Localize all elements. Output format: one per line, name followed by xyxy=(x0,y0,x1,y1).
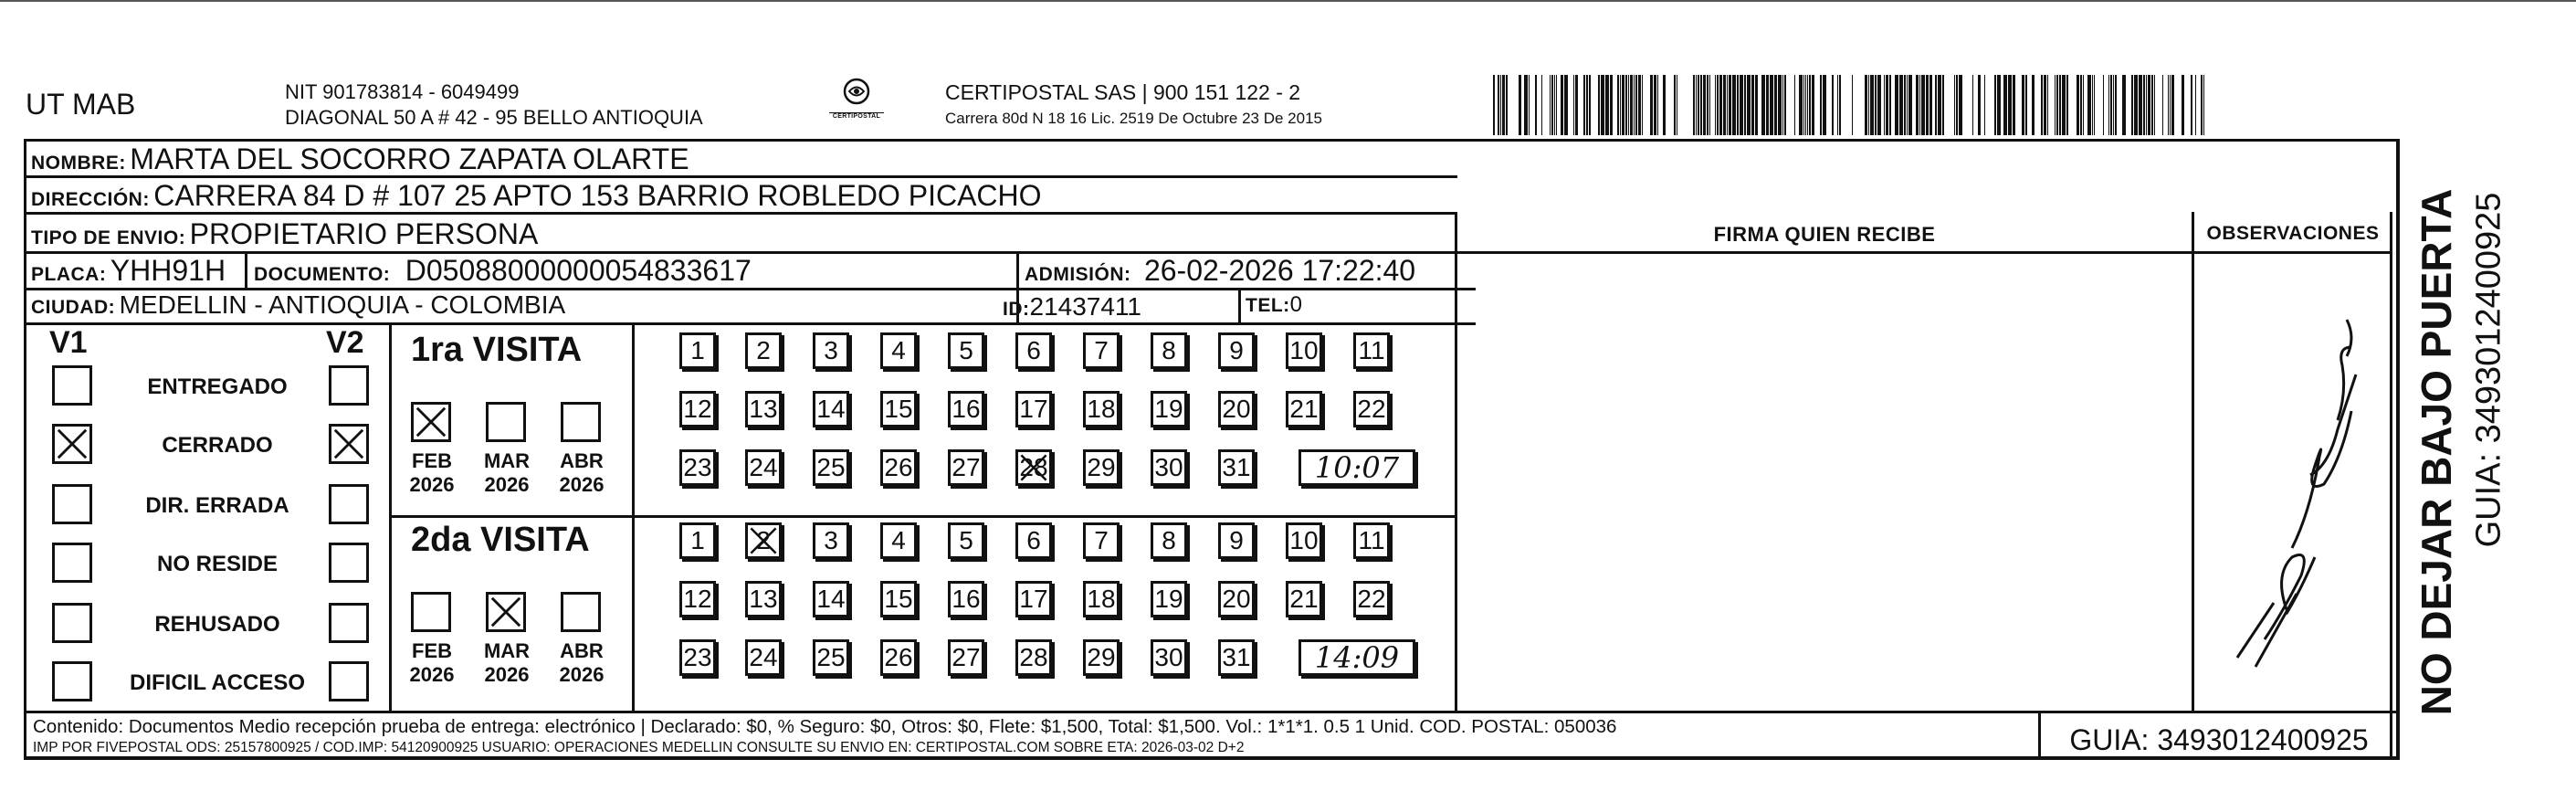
visita1-month-label xyxy=(400,449,464,497)
day-number: 13 xyxy=(749,585,778,613)
month-year: 2026 xyxy=(484,473,530,496)
v1-checkbox[interactable] xyxy=(52,424,92,464)
visita1-day-box[interactable] xyxy=(813,449,849,486)
day-number: 13 xyxy=(749,395,778,423)
visita2-day-box[interactable] xyxy=(1286,522,1322,559)
visita2-day-box[interactable] xyxy=(1015,581,1052,617)
visita2-day-box[interactable] xyxy=(679,581,716,617)
visita2-day-box[interactable] xyxy=(1083,522,1120,559)
day-number: 24 xyxy=(749,453,778,481)
day-number: 20 xyxy=(1222,395,1251,423)
month-name: MAR xyxy=(483,449,531,472)
visita1-day-box[interactable] xyxy=(880,449,917,486)
day-check-mark xyxy=(1018,452,1049,483)
month-name: MAR xyxy=(483,639,531,662)
day-number: 21 xyxy=(1289,585,1319,613)
day-number: 5 xyxy=(959,526,973,554)
day-number: 7 xyxy=(1094,526,1109,554)
visita1-day-box[interactable] xyxy=(1015,391,1052,427)
v1-checkbox[interactable] xyxy=(52,484,92,524)
day-number: 19 xyxy=(1154,395,1183,423)
day-number: 22 xyxy=(1357,585,1386,613)
day-number: 29 xyxy=(1087,453,1116,481)
day-number: 16 xyxy=(952,585,981,613)
visita2-day-box[interactable] xyxy=(745,522,782,559)
day-number: 8 xyxy=(1162,336,1176,364)
visita1-day-box[interactable] xyxy=(1353,332,1390,369)
visita1-month-checkbox[interactable] xyxy=(486,402,526,442)
visita2-day-box[interactable] xyxy=(1286,581,1322,617)
placa-value: YHH91H xyxy=(110,254,226,287)
tel-value: 0 xyxy=(1289,292,1303,317)
visita1-day-box[interactable] xyxy=(745,391,782,427)
visita1-day-box[interactable] xyxy=(813,332,849,369)
admision-row xyxy=(1025,254,1415,288)
no-dejar-warning: NO DEJAR BAJO PUERTA xyxy=(2413,188,2460,716)
visita2-day-box[interactable] xyxy=(948,639,984,676)
visita1-day-box[interactable] xyxy=(1218,332,1255,369)
logo-icon xyxy=(836,77,877,108)
visita2-day-box[interactable] xyxy=(813,639,849,676)
day-number: 11 xyxy=(1358,526,1385,554)
direccion-value: CARRERA 84 D # 107 25 APTO 153 BARRIO ROBLEDO PICACHO xyxy=(153,179,1042,212)
id-row xyxy=(1003,292,1141,322)
status-label: DIFICIL ACCESO xyxy=(129,670,305,695)
visita2-day-box[interactable] xyxy=(745,581,782,617)
direccion-label: DIRECCIÓN: xyxy=(31,189,150,210)
visita1-month-checkbox[interactable] xyxy=(561,402,601,442)
month-year: 2026 xyxy=(484,663,530,686)
v2-check-mark xyxy=(331,427,366,461)
v1-label: V1 xyxy=(49,325,88,360)
visita1-time[interactable]: 10:07 xyxy=(1299,449,1415,486)
tipo-label: TIPO DE ENVIO: xyxy=(31,227,186,248)
day-number: 23 xyxy=(683,643,712,671)
visita1-day-box[interactable] xyxy=(880,332,917,369)
day-number: 17 xyxy=(1019,585,1048,613)
footer-contenido: Contenido: Documentos Medio recepción prueba de entrega: electrónico | Declarado: $0, % Seguro: $0, Otros: $0, Flete: $1,500, Total: $1,500. Vol.: 1*1*1. 0.5 1 Unid. COD. POSTAL: 050036 xyxy=(33,716,1617,737)
day-number: 7 xyxy=(1094,336,1109,364)
day-number: 15 xyxy=(884,395,913,423)
status-label: DIR. ERRADA xyxy=(145,493,289,518)
day-number: 27 xyxy=(952,453,981,481)
visita2-day-box[interactable] xyxy=(1218,522,1255,559)
visita2-title: 2da VISITA xyxy=(411,521,590,559)
v2-checkbox[interactable] xyxy=(329,543,369,583)
v1-checkbox[interactable] xyxy=(52,603,92,643)
visita1-day-box[interactable] xyxy=(1286,332,1322,369)
visita1-day-box[interactable] xyxy=(745,449,782,486)
visita2-day-box[interactable] xyxy=(1218,581,1255,617)
visita1-day-box[interactable] xyxy=(1151,332,1187,369)
placa-label: PLACA: xyxy=(31,264,107,285)
visita1-day-box[interactable] xyxy=(948,391,984,427)
direccion-row xyxy=(31,179,1042,213)
day-check-mark xyxy=(748,525,779,556)
visita2-day-box[interactable] xyxy=(679,639,716,676)
day-number: 31 xyxy=(1222,453,1251,481)
visita1-month-label xyxy=(550,449,614,497)
month-name: ABR xyxy=(560,639,604,662)
month-year: 2026 xyxy=(559,663,605,686)
day-number: 6 xyxy=(1026,336,1041,364)
visita2-time[interactable]: 14:09 xyxy=(1299,639,1415,676)
day-number: 12 xyxy=(683,585,712,613)
certipostal-logo xyxy=(829,77,884,132)
day-number: 28 xyxy=(1019,643,1048,671)
documento-value: D05088000000054833617 xyxy=(405,254,752,287)
visita2-day-box[interactable] xyxy=(1218,639,1255,676)
v1-check-mark xyxy=(55,427,89,461)
day-number: 19 xyxy=(1154,585,1183,613)
visita2-day-box[interactable] xyxy=(745,639,782,676)
day-number: 26 xyxy=(884,453,913,481)
visita1-day-box[interactable] xyxy=(1151,449,1187,486)
visita1-day-box[interactable] xyxy=(1353,391,1390,427)
day-number: 17 xyxy=(1019,395,1048,423)
v2-checkbox[interactable] xyxy=(329,603,369,643)
visita1-day-box[interactable] xyxy=(1151,391,1187,427)
day-number: 9 xyxy=(1229,336,1244,364)
id-value: 21437411 xyxy=(1029,292,1141,321)
day-number: 3 xyxy=(824,526,838,554)
tipo-row xyxy=(31,217,538,251)
day-number: 18 xyxy=(1087,395,1116,423)
day-number: 2 xyxy=(756,336,771,364)
visita2-month-label xyxy=(475,639,539,687)
v2-checkbox[interactable] xyxy=(329,484,369,524)
visita1-day-box[interactable] xyxy=(880,391,917,427)
ciudad-value: MEDELLIN - ANTIOQUIA - COLOMBIA xyxy=(119,290,566,319)
nombre-label: NOMBRE: xyxy=(31,153,126,174)
admision-label: ADMISIÓN: xyxy=(1025,264,1131,285)
visita1-month-checkbox[interactable] xyxy=(411,402,451,442)
day-number: 25 xyxy=(816,453,846,481)
day-number: 10 xyxy=(1289,526,1319,554)
v1-checkbox[interactable] xyxy=(52,543,92,583)
visita2-month-checkbox[interactable] xyxy=(411,592,451,632)
status-label: REHUSADO xyxy=(154,612,280,637)
day-number: 24 xyxy=(749,643,778,671)
day-number: 3 xyxy=(824,336,838,364)
month-check-mark xyxy=(414,405,448,439)
documento-row xyxy=(254,254,752,288)
day-number: 26 xyxy=(884,643,913,671)
visita2-day-box[interactable] xyxy=(1353,581,1390,617)
visita1-day-box[interactable] xyxy=(1083,449,1120,486)
carrier-name: CERTIPOSTAL SAS | 900 151 122 - 2 xyxy=(945,80,1301,104)
visita1-day-box[interactable] xyxy=(1083,391,1120,427)
visita2-day-box[interactable] xyxy=(813,581,849,617)
month-name: FEB xyxy=(412,449,452,472)
visita1-day-box[interactable] xyxy=(948,449,984,486)
visita2-day-box[interactable] xyxy=(1015,522,1052,559)
nombre-row xyxy=(31,142,689,176)
visita1-day-box[interactable] xyxy=(679,449,716,486)
handwritten-observation xyxy=(2210,256,2374,694)
tipo-value: PROPIETARIO PERSONA xyxy=(189,217,539,250)
ciudad-row xyxy=(31,290,565,320)
visita1-day-box[interactable] xyxy=(679,391,716,427)
ciudad-label: CIUDAD: xyxy=(31,297,116,318)
day-number: 28 xyxy=(1019,453,1048,481)
carrier-license: Carrera 80d N 18 16 Lic. 2519 De Octubre 23 De 2015 xyxy=(945,110,1322,127)
tel-row xyxy=(1246,292,1302,318)
placa-row xyxy=(31,254,226,288)
visita2-day-box[interactable] xyxy=(1083,639,1120,676)
day-number: 15 xyxy=(884,585,913,613)
month-year: 2026 xyxy=(559,473,605,496)
visita2-day-box[interactable] xyxy=(880,639,917,676)
visita2-month-label xyxy=(400,639,464,687)
day-number: 2 xyxy=(756,526,771,554)
day-number: 29 xyxy=(1087,643,1116,671)
day-number: 12 xyxy=(683,395,712,423)
visita1-day-box[interactable] xyxy=(679,332,716,369)
day-number: 14 xyxy=(816,395,846,423)
day-number: 22 xyxy=(1357,395,1386,423)
visita1-title: 1ra VISITA xyxy=(411,331,583,369)
company-address: DIAGONAL 50 A # 42 - 95 BELLO ANTIOQUIA xyxy=(285,106,703,129)
day-number: 14 xyxy=(816,585,846,613)
month-check-mark xyxy=(489,595,523,629)
barcode xyxy=(1493,75,2224,135)
day-number: 30 xyxy=(1154,643,1183,671)
month-year: 2026 xyxy=(409,663,455,686)
visita1-day-box[interactable] xyxy=(1286,391,1322,427)
visita2-day-box[interactable] xyxy=(1083,581,1120,617)
visita2-day-box[interactable] xyxy=(813,522,849,559)
visita2-month-checkbox[interactable] xyxy=(486,592,526,632)
visita2-day-box[interactable] xyxy=(948,522,984,559)
footer-guia: GUIA: 3493012400925 xyxy=(2069,723,2369,756)
firma-label: FIRMA QUIEN RECIBE xyxy=(1713,223,1936,246)
visita2-day-box[interactable] xyxy=(1151,639,1187,676)
day-number: 10 xyxy=(1289,336,1319,364)
visita2-day-box[interactable] xyxy=(880,522,917,559)
nit-text: NIT 901783814 - 6049499 xyxy=(285,80,520,103)
month-year: 2026 xyxy=(409,473,455,496)
month-name: ABR xyxy=(560,449,604,472)
v1-checkbox[interactable] xyxy=(52,661,92,701)
visita2-day-box[interactable] xyxy=(880,581,917,617)
footer-imp: IMP POR FIVEPOSTAL ODS: 25157800925 / COD.IMP: 54120900925 USUARIO: OPERACIONES MEDELLIN CONSULTE SU ENVIO EN: CERTIPOSTAL.COM SOBRE ETA: 2026-03-02 D+2 xyxy=(33,740,1245,755)
visita1-day-box[interactable] xyxy=(948,332,984,369)
tel-label: TEL: xyxy=(1246,295,1290,316)
month-name: FEB xyxy=(412,639,452,662)
visita1-day-box[interactable] xyxy=(1083,332,1120,369)
status-label: NO RESIDE xyxy=(156,552,279,576)
visita2-day-box[interactable] xyxy=(679,522,716,559)
day-number: 23 xyxy=(683,453,712,481)
v1-checkbox[interactable] xyxy=(52,365,92,406)
day-number: 31 xyxy=(1222,643,1251,671)
visita1-month-label xyxy=(475,449,539,497)
v2-checkbox[interactable] xyxy=(329,424,369,464)
v2-label: V2 xyxy=(326,325,364,360)
visita2-day-box[interactable] xyxy=(1015,639,1052,676)
visita1-day-box[interactable] xyxy=(745,332,782,369)
visita2-month-label xyxy=(550,639,614,687)
day-number: 21 xyxy=(1289,395,1319,423)
visita2-day-box[interactable] xyxy=(1353,522,1390,559)
visita1-day-box[interactable] xyxy=(813,391,849,427)
day-number: 9 xyxy=(1229,526,1244,554)
day-number: 4 xyxy=(891,336,906,364)
company-name: UT MAB xyxy=(26,88,136,121)
day-number: 11 xyxy=(1358,336,1385,364)
day-number: 8 xyxy=(1162,526,1176,554)
day-number: 18 xyxy=(1087,585,1116,613)
day-number: 6 xyxy=(1026,526,1041,554)
day-number: 27 xyxy=(952,643,981,671)
visita2-day-box[interactable] xyxy=(1151,581,1187,617)
day-number: 1 xyxy=(690,336,705,364)
status-label: CERRADO xyxy=(162,433,273,458)
logo-wordmark: CERTIPOSTAL xyxy=(829,112,884,120)
visita1-day-box[interactable] xyxy=(1015,332,1052,369)
visita1-day-box[interactable] xyxy=(1218,391,1255,427)
visita2-day-box[interactable] xyxy=(948,581,984,617)
admision-value: 26-02-2026 17:22:40 xyxy=(1143,254,1416,287)
nombre-value: MARTA DEL SOCORRO ZAPATA OLARTE xyxy=(130,142,689,175)
observaciones-label: OBSERVACIONES xyxy=(2206,223,2380,244)
day-number: 20 xyxy=(1222,585,1251,613)
day-number: 30 xyxy=(1154,453,1183,481)
v2-checkbox[interactable] xyxy=(329,661,369,701)
day-number: 25 xyxy=(816,643,846,671)
visita2-month-checkbox[interactable] xyxy=(561,592,601,632)
day-number: 16 xyxy=(952,395,981,423)
v2-checkbox[interactable] xyxy=(329,365,369,406)
visita1-day-box[interactable] xyxy=(1218,449,1255,486)
day-number: 4 xyxy=(891,526,906,554)
visita1-day-box[interactable] xyxy=(1015,449,1052,486)
day-number: 5 xyxy=(959,336,973,364)
visita2-day-box[interactable] xyxy=(1151,522,1187,559)
documento-label: DOCUMENTO: xyxy=(254,264,391,285)
id-label: ID: xyxy=(1003,299,1030,320)
side-guia: GUIA: 3493012400925 xyxy=(2469,192,2508,548)
day-number: 1 xyxy=(690,526,705,554)
status-label: ENTREGADO xyxy=(147,374,288,399)
